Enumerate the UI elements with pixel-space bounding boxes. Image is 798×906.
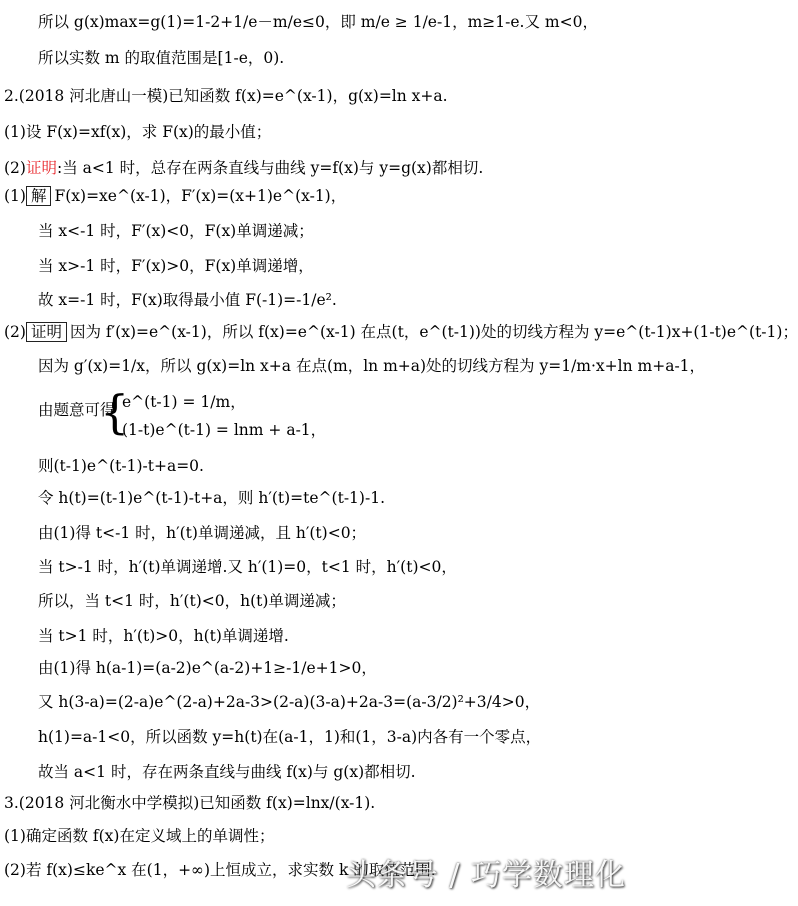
line-text: 所以实数 m 的取值范围是[1-e，0). xyxy=(38,49,285,67)
watermark: 头条号 / 巧学数理化 xyxy=(345,858,626,893)
line-prefix: (2) xyxy=(4,159,26,177)
line-text: 当 x>-1 时，F′(x)>0，F(x)单调递增， xyxy=(38,257,314,275)
text-line xyxy=(38,523,366,543)
line-text: (1)确定函数 f(x)在定义域上的单调性； xyxy=(4,827,275,845)
line-text: 故 x=-1 时，F(x)取得最小值 F(-1)=-1/e². xyxy=(38,291,337,309)
line-text: 所以 g(x)max=g(1)=1-2+1/e－m/e≤0，即 m/e ≥ 1/e-1，m≥1-e.又 m<0， xyxy=(38,13,598,31)
text-line xyxy=(38,290,337,310)
text-line xyxy=(4,322,798,342)
line-text: 由(1)得 t<-1 时，h′(t)单调递减，且 h′(t)<0； xyxy=(38,524,367,542)
line-text: 令 h(t)=(t-1)e^(t-1)-t+a，则 h′(t)=te^(t-1)-1. xyxy=(38,489,385,507)
line-text: h(1)=a-1<0，所以函数 y=h(t)在(a-1，1)和(1，3-a)内各有一个零点， xyxy=(38,728,542,746)
line-prefix: (2) xyxy=(4,323,26,341)
line-text: (2)若 f(x)≤ke^x 在(1，+∞)上恒成立，求实数 k 的取值范围. xyxy=(4,861,436,879)
line-text: 所以，当 t<1 时，h′(t)<0，h(t)单调递减； xyxy=(38,592,346,610)
boxed-label: 证明 xyxy=(26,322,67,342)
system-equation-2: (1-t)e^(t-1) = lnm + a-1， xyxy=(122,421,327,439)
line-text: 因为 f′(x)=e^(x-1)，所以 f(x)=e^(x-1) 在点(t，e^(t-1))处的切线方程为 y=e^(t-1)x+(1-t)e^(t-1)； xyxy=(69,323,798,341)
line-text: 故当 a<1 时，存在两条直线与曲线 f(x)与 g(x)都相切. xyxy=(38,763,416,781)
text-line xyxy=(38,456,204,476)
line-text: 则(t-1)e^(t-1)-t+a=0. xyxy=(38,457,204,475)
text-line xyxy=(38,356,705,376)
line-text: 又 h(3-a)=(2-a)e^(2-a)+2a-3>(2-a)(3-a)+2a-3=(a-3/2)²+3/4>0， xyxy=(38,693,541,711)
system-equation-1: e^(t-1) = 1/m， xyxy=(122,393,246,411)
line-text: 3.(2018 河北衡水中学模拟)已知函数 f(x)=lnx/(x-1). xyxy=(4,794,376,812)
text-line xyxy=(4,826,274,846)
text-line xyxy=(38,221,314,241)
text-line xyxy=(38,658,377,678)
boxed-label: 解 xyxy=(26,186,52,206)
line-text: F(x)=xe^(x-1)，F′(x)=(x+1)e^(x-1)， xyxy=(54,187,347,205)
line-text: 当 t>-1 时，h′(t)单调递增.又 h′(1)=0，t<1 时，h′(t)<0， xyxy=(38,558,457,576)
line-text: :当 a<1 时，总存在两条直线与曲线 y=f(x)与 y=g(x)都相切. xyxy=(56,159,484,177)
text-line xyxy=(38,488,385,508)
line-text: 由题意可得 xyxy=(38,401,116,419)
text-line xyxy=(38,12,598,32)
text-line xyxy=(38,762,416,782)
text-line xyxy=(4,793,375,813)
text-line xyxy=(38,557,457,577)
line-text: 当 x<-1 时，F′(x)<0，F(x)单调递减； xyxy=(38,222,314,240)
line-text: 因为 g′(x)=1/x，所以 g(x)=ln x+a 在点(m，ln m+a)处的切线方程为 y=1/m·x+ln m+a-1， xyxy=(38,357,706,375)
text-line xyxy=(4,122,271,142)
line-text: 2.(2018 河北唐山一模)已知函数 f(x)=e^(x-1)，g(x)=ln x+a. xyxy=(4,87,448,105)
text-line xyxy=(38,256,314,276)
text-line xyxy=(4,186,346,206)
line-text: 由(1)得 h(a-1)=(a-2)e^(a-2)+1≥-1/e+1>0， xyxy=(38,659,377,677)
text-line xyxy=(38,48,284,68)
text-line xyxy=(38,626,289,646)
text-line xyxy=(38,591,346,611)
text-line xyxy=(38,727,541,747)
proof-keyword: 证明 xyxy=(25,159,57,177)
line-text: (1)设 F(x)=xf(x)，求 F(x)的最小值； xyxy=(4,123,272,141)
text-line xyxy=(38,692,540,712)
line-text: 当 t>1 时，h′(t)>0，h(t)单调递增. xyxy=(38,627,289,645)
line-prefix: (1) xyxy=(4,187,26,205)
text-line xyxy=(4,158,483,178)
text-line xyxy=(4,86,448,106)
system-brace: { xyxy=(100,385,130,439)
